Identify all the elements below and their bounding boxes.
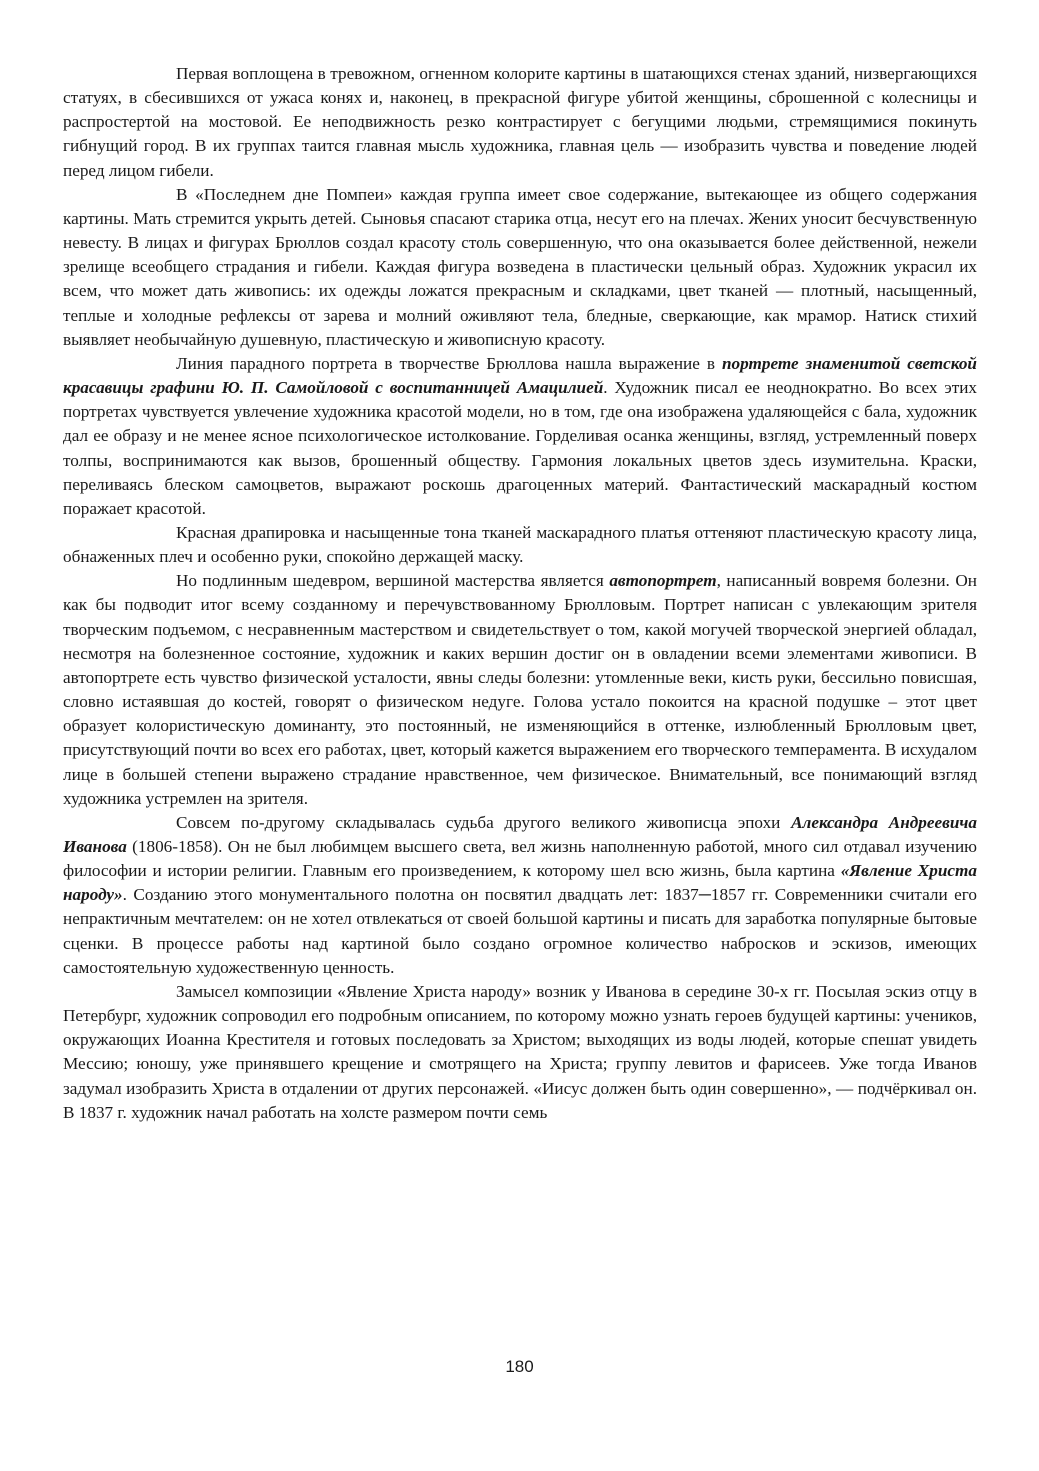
page-number: 180 <box>505 1357 534 1376</box>
paragraph-4-text: Красная драпировка и насыщенные тона тканей маскарадного платья оттеняют пластическую красоту лица, обнаженных плеч и особенно руки, спокойно держащей маску. <box>63 522 977 567</box>
paragraph-5-text-a: Но подлинным шедевром, вершиной мастерства является <box>176 571 610 591</box>
paragraph-3 <box>63 352 977 521</box>
samoilova-portrait-title: портрете знаменитой светской красавицы графини Ю. П. Самойловой с воспитанницей Амацилией <box>63 353 977 398</box>
paragraph-3-text-b: . Художник писал ее неоднократно. Во всех этих портретах чувствуется увлечение художника красотой модели, но в том, где она изображена удаляющейся с бала, художник дал ее образу и не менее ясное психологическое истолкование. Горделивая осанка женщины, взгляд, устремленный поверх толпы, воспринимаются как вызов, брошенный обществу. Гармония локальных цветов здесь изумительна. Краски, переливаясь блеском самоцветов, выражают роскошь драгоценных материй. Фантастический маскарадный костюм поражает красотой. <box>63 378 977 518</box>
paragraph-5 <box>63 569 977 811</box>
painting-title: «Явление Христа народу» <box>63 861 977 905</box>
paragraph-3-text-a: Линия парадного портрета в творчестве Брюллова нашла выражение в <box>176 353 722 373</box>
paragraph-7-text: Замысел композиции «Явление Христа народу» возник у Иванова в середине 30-х гг. Посылая эскиз отцу в Петербург, художник сопроводил его подробным описанием, по которому можно узнать героев будущей картины: учеников, окружающих Иоанна Крестителя и готовых последовать за Христом; выходящих из воды людей, которые спешат увидеть Мессию; юношу, уже принявшего крещение и смотрящего на Христа; группу левитов и фарисеев. Уже тогда Иванов задумал изобразить Христа в отдалении от других персонажей. «Иисус должен быть один совершенно», — подчёркивал он. В 1837 г. художник начал работать на холсте размером почти семь <box>63 981 977 1122</box>
paragraph-2-text: В «Последнем дне Помпеи» каждая группа имеет свое содержание, вытекающее из общего содержания картины. Мать стремится укрыть детей. Сыновья спасают старика отца, несут его на плечах. Жених уносит бесчувственную невесту. В лицах и фигурах Брюллов создал красоту столь совершенную, что она оказывается более действенной, нежели зрелище всеобщего страдания и гибели. Каждая фигура возведена в пластически цельный образ. Художник украсил их всем, что может дать живопись: их одежды ложатся прекрасным и складками, цвет тканей — плотный, насыщенный, теплые и холодные рефлексы от зарева и молний оживляют тела, бледные, сверкающие, как мрамор. Натиск стихий выявляет необычайную душевную, пластическую и живописную красоту. <box>63 184 977 349</box>
paragraph-6-text-b: (1806-1858). Он не был любимцем высшего света, вел жизнь наполненную работой, много сил отдавал изучению философии и истории религии. Главным его произведением, к которому шел всю жизнь, была картина <box>63 837 977 881</box>
paragraph-7 <box>63 980 977 1125</box>
self-portrait-term: автопортрет <box>609 571 717 591</box>
document-page <box>63 62 977 1125</box>
paragraph-5-text-b: , написанный вовремя болезни. Он как бы подводит итог всему созданному и перечувствованному Брюлловым. Портрет написан с увлекающим зрителя творческим подъемом, с несравненным мастерством и свидетельствует о том, какой могучей творческой энергией обладал, несмотря на болезненное состояние, художник и каких вершин достиг он в овладении всеми элементами живописи. В автопортрете есть чувство физической усталости, явны следы болезни: утомленные веки, кисть руки, бессильно повисшая, словно истаявшая до костей, говорят о физическом недуге. Голова устало покоится на красной подушке – этот цвет образует колористическую доминанту, это постоянный, не изменяющийся в оттенке, излюбленный Брюлловым цвет, присутствующий почти во всех его работах, цвет, который кажется выражением его творческого темперамента. В исхудалом лице в большей степени выражено страдание нравственное, чем физическое. Внимательный, все понимающий взгляд художника устремлен на зрителя. <box>63 571 977 808</box>
paragraph-1 <box>63 62 977 183</box>
paragraph-4 <box>63 521 977 569</box>
paragraph-6 <box>63 811 977 980</box>
paragraph-6-text-a: Совсем по-другому складывалась судьба другого великого живописца эпохи <box>176 812 792 832</box>
paragraph-1-text: Первая воплощена в тревожном, огненном колорите картины в шатающихся стенах зданий, низвергающихся статуях, в сбесившихся от ужаса конях и, наконец, в прекрасной фигуре убитой женщины, сброшенной с колесницы и распростертой на мостовой. Ее неподвижность резко контрастирует с бегущими людьми, стремящимися покинуть гибнущий город. В их группах таится главная мысль художника, главная цель — изобразить чувства и поведение людей перед лицом гибели. <box>63 64 977 180</box>
ivanov-name: Александра Андреевича Иванова <box>63 812 977 856</box>
paragraph-6-text-c: . Созданию этого монументального полотна он посвятил двадцать лет: 1837─1857 гг. Современники считали его непрактичным мечтателем: он не хотел отвлекаться от своей большой картины и писать для заработка популярные бытовые сценки. В процессе работы над картиной было создано огромное количество набросков и эскизов, имеющих самостоятельную художественную ценность. <box>63 885 977 977</box>
paragraph-2 <box>63 183 977 352</box>
